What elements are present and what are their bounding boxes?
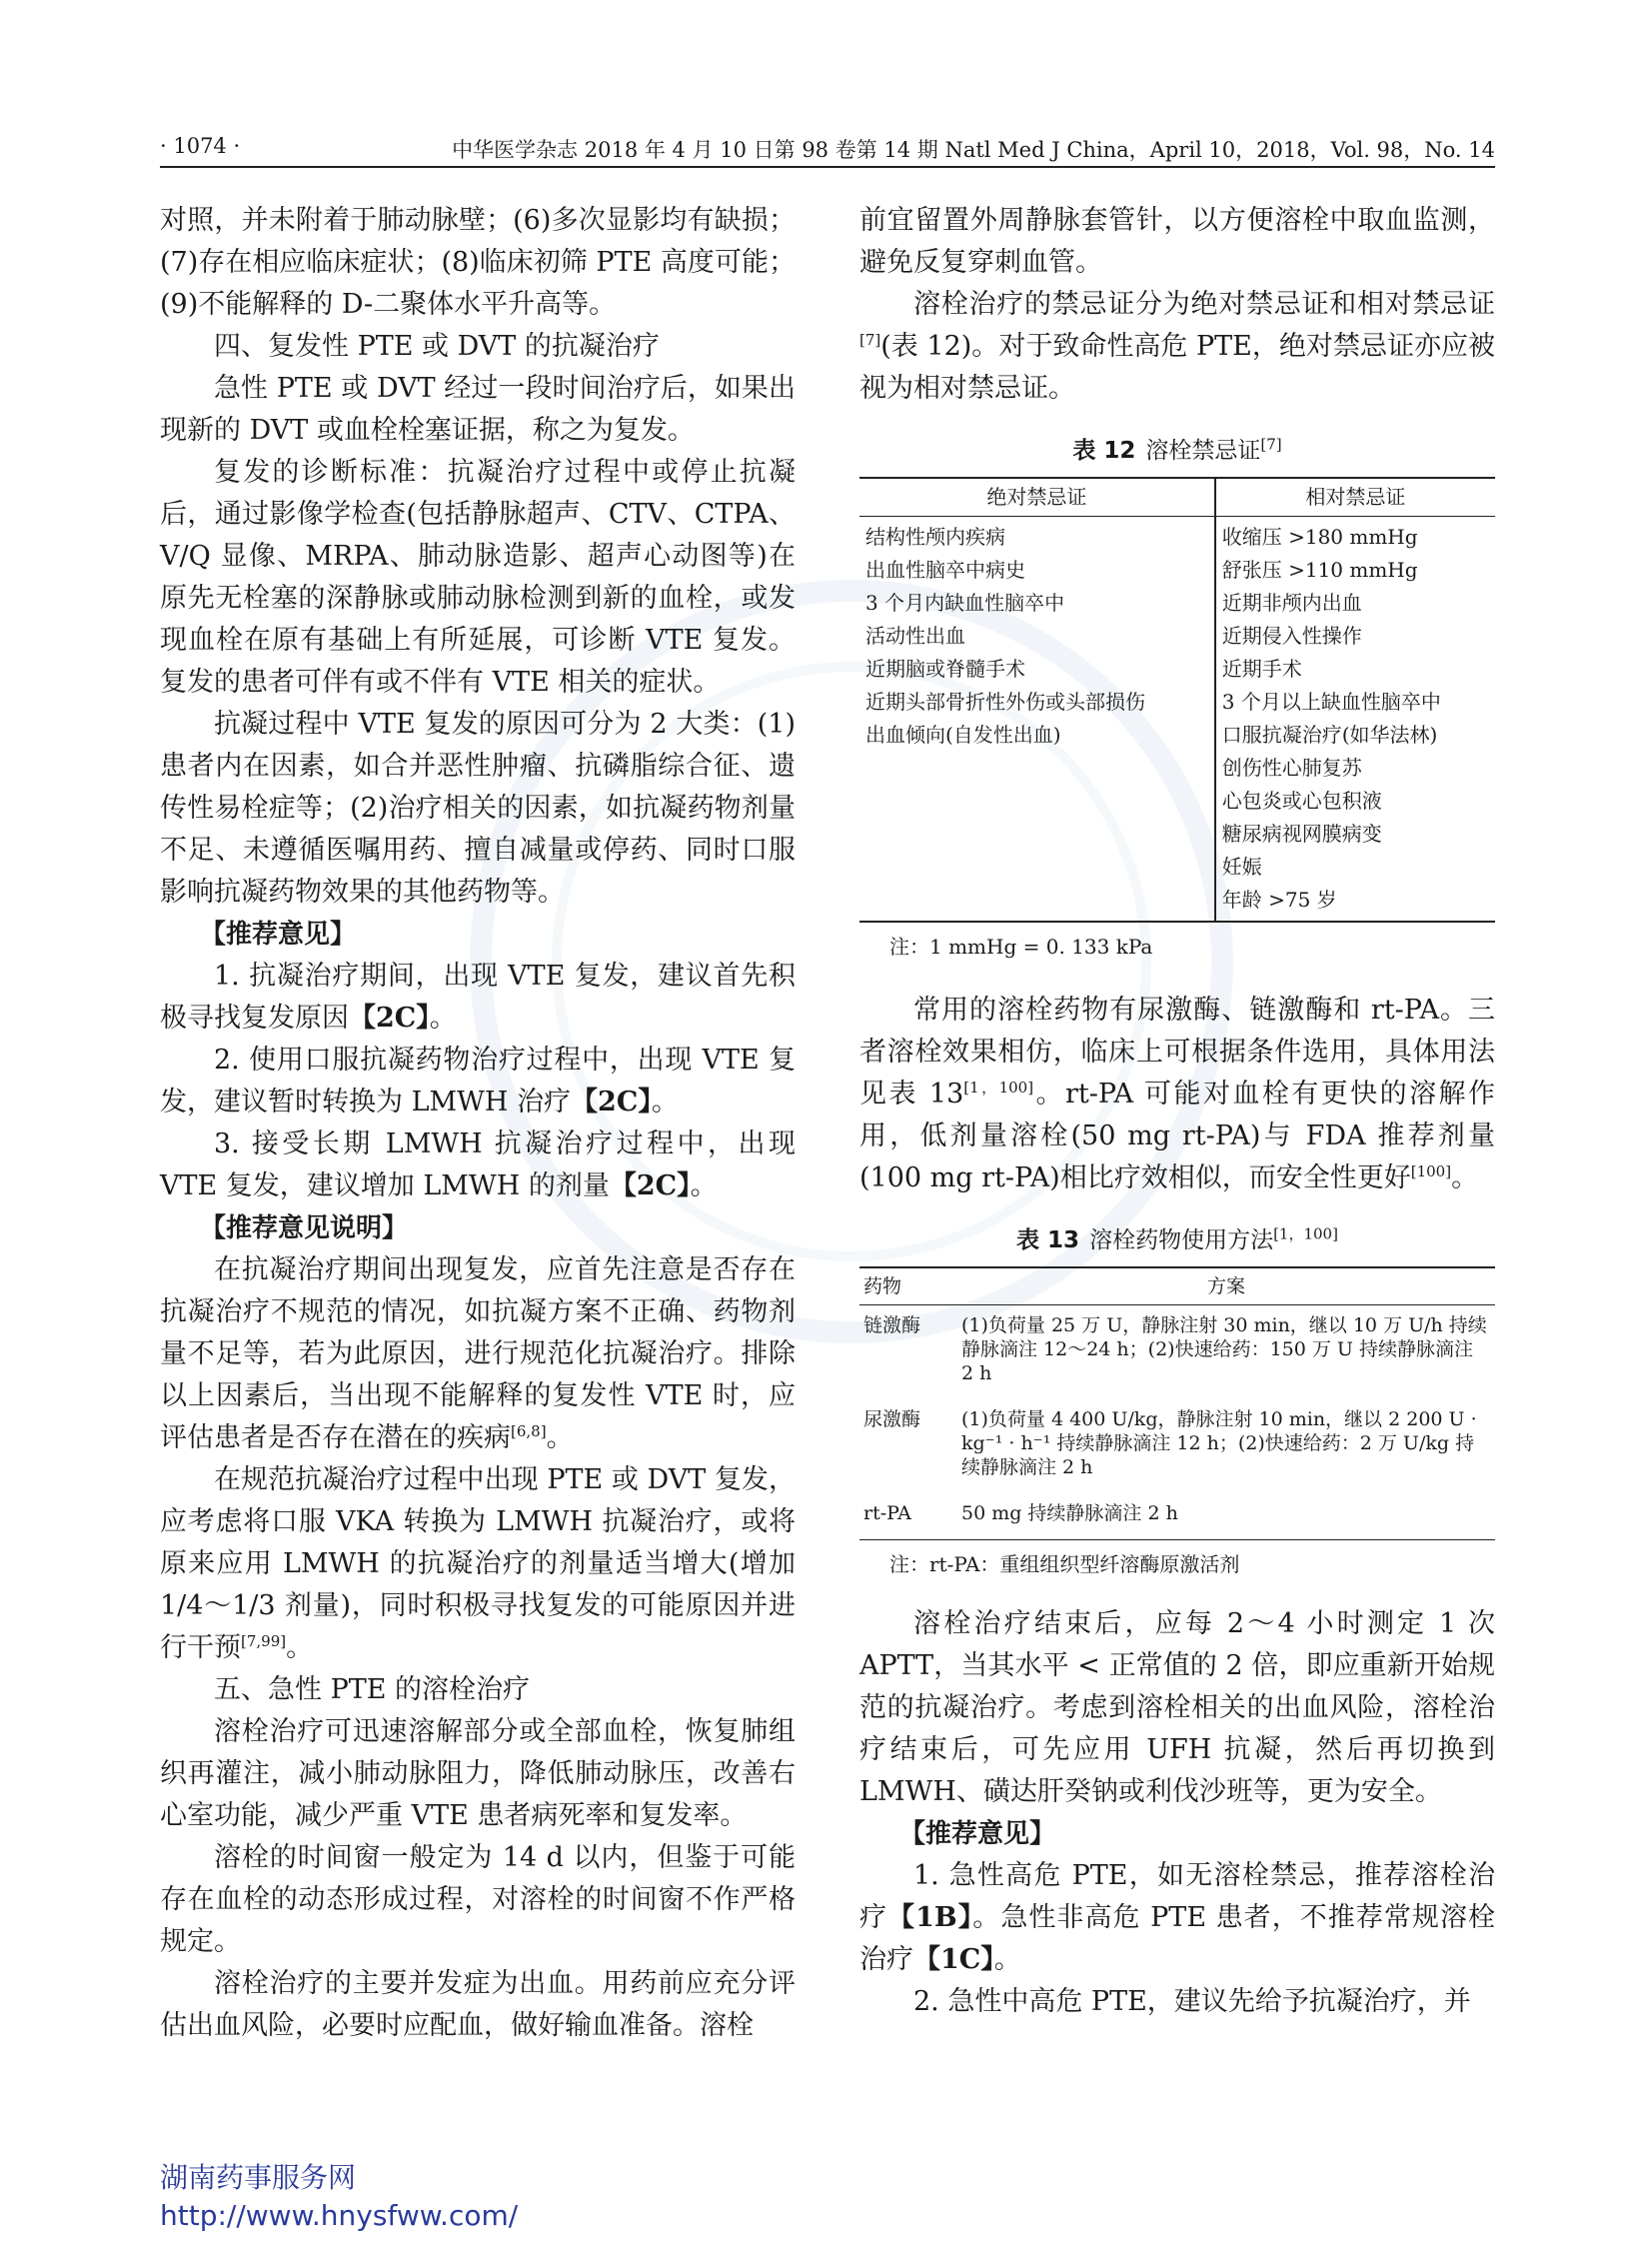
left-column — [160, 200, 796, 2047]
site-footer — [160, 2159, 518, 2235]
list-item: 创伤性心肺复苏 — [1221, 756, 1362, 780]
list-item: 近期头部骨折性外伤或头部损伤 — [865, 690, 1145, 714]
recommendation-explanation-heading: 【推荐意见说明】 — [200, 1213, 409, 1243]
evidence-grade: 【2C】 — [609, 1170, 691, 1201]
list-item: 收缩压 >180 mmHg — [1221, 525, 1418, 549]
recommendation-item: 2. 使用口服抗凝药物治疗过程中，出现 VTE 复发，建议暂时转换为 LMWH 治疗【2C】。 — [160, 1045, 796, 1118]
paragraph: 溶栓治疗的禁忌证分为绝对禁忌证和相对禁忌证[7](表 12)。对于致命性高危 PTE，绝对禁忌证亦应被视为相对禁忌证。 — [859, 289, 1495, 404]
evidence-grade: 【1C】 — [913, 1944, 994, 1975]
paragraph: 溶栓的时间窗一般定为 14 d 以内，但鉴于可能存在血栓的动态形成过程，对溶栓的时间窗不作严格规定。 — [160, 1842, 796, 1957]
list-item: 出血倾向(自发性出血) — [865, 723, 1061, 747]
site-url[interactable]: http://www.hnysfww.com/ — [160, 2199, 519, 2232]
list-item: 糖尿病视网膜病变 — [1221, 822, 1382, 846]
relative-contraindication-list — [1215, 517, 1495, 923]
recommendation-item: 3. 接受长期 LMWH 抗凝治疗过程中，出现 VTE 复发，建议增加 LMWH 的剂量【2C】。 — [160, 1128, 796, 1201]
paragraph: 抗凝过程中 VTE 复发的原因可分为 2 大类：(1)患者内在因素，如合并恶性肿瘤、抗磷脂综合征、遗传性易栓症等；(2)治疗相关的因素，如抗凝药物剂量不足、未遵循医嘱用药、擅自减量或停药、同时口服影响抗凝药物效果的其他药物等。 — [160, 709, 796, 908]
paragraph: 急性 PTE 或 DVT 经过一段时间治疗后，如果出现新的 DVT 或血栓栓塞证据，称之为复发。 — [160, 373, 796, 446]
list-item: 心包炎或心包积液 — [1221, 789, 1382, 813]
table-13-caption: 表 13 溶栓药物使用方法[1，100] — [1016, 1224, 1338, 1253]
citation-ref: [100] — [1410, 1162, 1452, 1180]
column-header-absolute: 绝对禁忌证 — [859, 478, 1215, 517]
table-13-note: 注：rt-PA：重组组织型纤溶酶原激活剂 — [889, 1552, 1240, 1576]
list-item: 出血性脑卒中病史 — [865, 558, 1025, 582]
paragraph: 溶栓治疗结束后，应每 2～4 小时测定 1 次 APTT，当其水平 < 正常值的 2 倍，即应重新开始规范的抗凝治疗。考虑到溶栓相关的出血风险，溶栓治疗结束后，可先应用 UFH 抗凝，然后再切换到 LMWH、磺达肝癸钠或利伐沙班等，更为安全。 — [859, 1608, 1495, 1807]
citation-ref: [7] — [859, 331, 881, 349]
table-row: rt-PA 50 mg 持续静脉滴注 2 h — [863, 1502, 1178, 1524]
evidence-grade: 【2C】 — [349, 1003, 430, 1034]
list-item: 近期侵入性操作 — [1221, 624, 1362, 648]
recommendation-heading: 【推荐意见】 — [200, 920, 357, 950]
evidence-grade: 【2C】 — [571, 1087, 652, 1118]
column-header-drug: 药物 — [859, 1267, 957, 1305]
list-item: 3 个月以上缺血性脑卒中 — [1221, 690, 1441, 714]
paragraph: 溶栓治疗的主要并发症为出血。用药前应充分评估出血风险，必要时应配血，做好输血准备。溶栓 — [160, 1968, 796, 2041]
column-header-plan: 方案 — [957, 1267, 1495, 1305]
recommendation-item: 1. 抗凝治疗期间，出现 VTE 复发，建议首先积极寻找复发原因【2C】。 — [160, 961, 796, 1034]
list-item: 口服抗凝治疗(如华法林) — [1221, 723, 1438, 747]
table-row: 尿激酶 (1)负荷量 4 400 U/kg，静脉注射 10 min，继以 2 200 U · kg⁻¹ · h⁻¹ 持续静脉滴注 12 h；(2)快速给药：2 万 U/kg 持续静脉滴注 2 h — [863, 1408, 1477, 1478]
recommendation-heading: 【推荐意见】 — [899, 1819, 1056, 1849]
paragraph: 对照，并未附着于肺动脉壁；(6)多次显影均有缺损；(7)存在相应临床症状；(8)临床初筛 PTE 高度可能；(9)不能解释的 D-二聚体水平升高等。 — [160, 205, 796, 320]
list-item: 妊娠 — [1221, 855, 1262, 879]
list-item: 近期脑或脊髓手术 — [865, 657, 1025, 681]
absolute-contraindication-list — [859, 517, 1215, 923]
column-header-relative: 相对禁忌证 — [1215, 478, 1495, 517]
table-12-contraindications — [859, 477, 1495, 923]
page-number: · 1074 · — [160, 134, 241, 158]
journal-citation: 中华医学杂志 2018 年 4 月 10 日第 98 卷第 14 期 Natl Med J China，April 10，2018，Vol. 98，No. 14 — [452, 138, 1495, 162]
paragraph: 在规范抗凝治疗过程中出现 PTE 或 DVT 复发，应考虑将口服 VKA 转换为 LMWH 抗凝治疗，或将原来应用 LMWH 的抗凝治疗的剂量适当增大(增加 1/4～1/3 剂量)，同时积极寻找复发的可能原因并进行干预[7,99]。 — [160, 1464, 796, 1663]
paragraph: 溶栓治疗可迅速溶解部分或全部血栓，恢复肺组织再灌注，减小肺动脉阻力，降低肺动脉压，改善右心室功能，减少严重 VTE 患者病死率和复发率。 — [160, 1716, 796, 1831]
section-heading-4: 四、复发性 PTE 或 DVT 的抗凝治疗 — [214, 331, 660, 362]
recommendation-item: 2. 急性中高危 PTE，建议先给予抗凝治疗，并 — [913, 1986, 1471, 2017]
citation-ref: [7,99] — [241, 1632, 287, 1650]
paragraph: 常用的溶栓药物有尿激酶、链激酶和 rt-PA。三者溶栓效果相仿，临床上可根据条件选用，具体用法见表 13[1，100]。rt-PA 可能对血栓有更快的溶解作用，低剂量溶栓(50 mg rt-PA)与 FDA 推荐剂量(100 mg rt-PA)相比疗效相似，而安全性更好[100]。 — [859, 995, 1495, 1193]
table-12-caption: 表 12 溶栓禁忌证[7] — [1072, 435, 1282, 464]
paragraph: 复发的诊断标准：抗凝治疗过程中或停止抗凝后，通过影像学检查(包括静脉超声、CTV、CTPA、V/Q 显像、MRPA、肺动脉造影、超声心动图等)在原先无栓塞的深静脉或肺动脉检测到新的血栓，或发现血栓在原有基础上有所延展，可诊断 VTE 复发。复发的患者可伴有或不伴有 VTE 相关的症状。 — [160, 457, 796, 698]
recommendation-item: 1. 急性高危 PTE，如无溶栓禁忌，推荐溶栓治疗【1B】。急性非高危 PTE 患者，不推荐常规溶栓治疗【1C】。 — [859, 1860, 1496, 1975]
site-name: 湖南药事服务网 — [160, 2161, 357, 2194]
table-row: 链激酶 (1)负荷量 25 万 U，静脉注射 30 min，继以 10 万 U/h 持续静脉滴注 12～24 h；(2)快速给药：150 万 U 持续静脉滴注 2 h — [863, 1314, 1487, 1384]
list-item: 近期非颅内出血 — [1221, 591, 1362, 615]
list-item: 年龄 >75 岁 — [1221, 888, 1337, 912]
list-item: 3 个月内缺血性脑卒中 — [865, 591, 1065, 615]
evidence-grade: 【1B】 — [887, 1902, 973, 1933]
paragraph: 前宜留置外周静脉套管针，以方便溶栓中取血监测，避免反复穿刺血管。 — [859, 205, 1495, 278]
list-item: 舒张压 >110 mmHg — [1221, 558, 1418, 582]
list-item: 结构性颅内疾病 — [865, 525, 1005, 549]
section-heading-5: 五、急性 PTE 的溶栓治疗 — [214, 1674, 531, 1705]
table-13-thrombolytic-regimens — [859, 1266, 1495, 1540]
paragraph: 在抗凝治疗期间出现复发，应首先注意是否存在抗凝治疗不规范的情况，如抗凝方案不正确、药物剂量不足等，若为此原因，进行规范化抗凝治疗。排除以上因素后，当出现不能解释的复发性 VTE 时，应评估患者是否存在潜在的疾病[6,8]。 — [160, 1254, 796, 1453]
list-item: 活动性出血 — [865, 624, 965, 648]
page-header — [160, 130, 1495, 168]
citation-ref: [1，100] — [963, 1079, 1034, 1097]
list-item: 近期手术 — [1221, 657, 1302, 681]
right-column — [859, 200, 1495, 2023]
citation-ref: [6,8] — [511, 1422, 547, 1440]
table-12-note: 注：1 mmHg = 0. 133 kPa — [889, 935, 1153, 959]
